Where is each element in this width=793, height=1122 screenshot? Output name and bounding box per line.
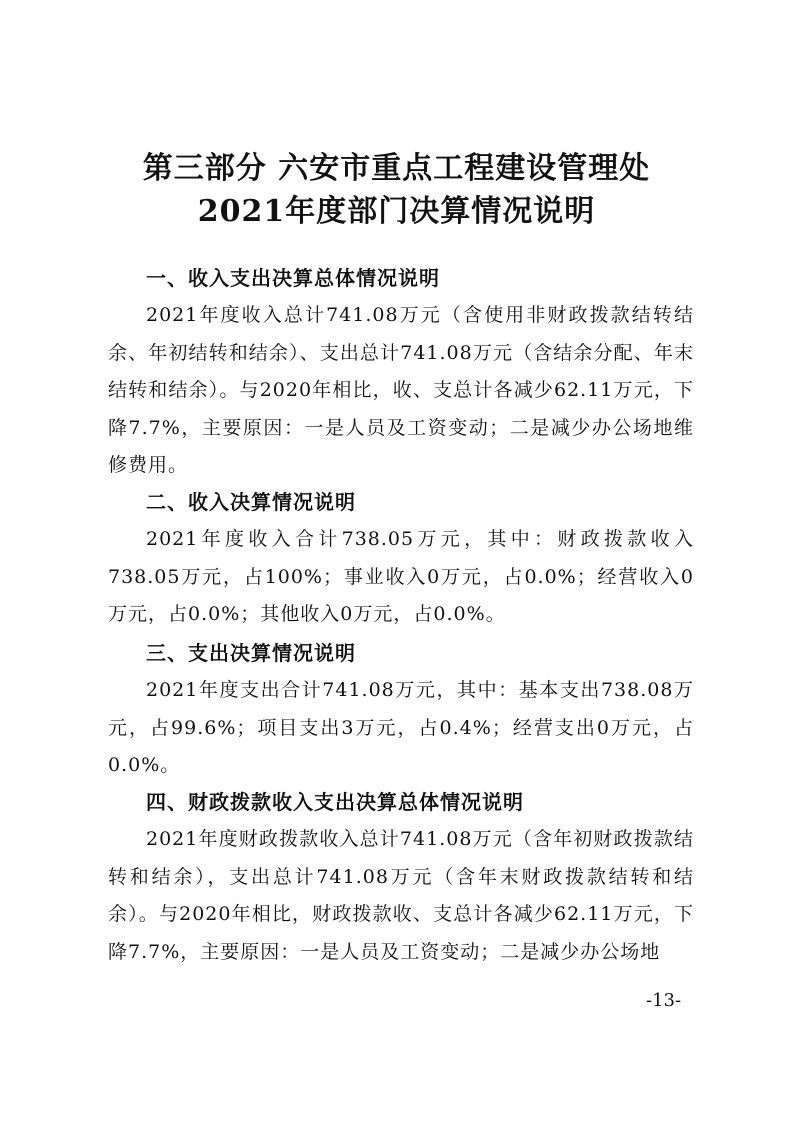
section-heading-4: 四、财政拨款收入支出决算总体情况说明	[146, 790, 524, 814]
section-body-1: 2021年度收入总计741.08万元（含使用非财政拨款结转结余、年初结转和结余）、支出总计741.08万元（含结余分配、年末结转和结余）。与2020年相比，收、支总计各减少62.11万元，下降7.7%，主要原因：一是人员及工资变动；二是减少办公场地维修费用。	[108, 304, 694, 476]
section-heading-1: 一、收入支出决算总体情况说明	[146, 266, 440, 290]
section-heading-3: 三、支出决算情况说明	[146, 641, 356, 665]
section-body-4: 2021年度财政拨款收入总计741.08万元（含年初财政拨款结转和结余），支出总计741.08万元（含年末财政拨款结转和结余）。与2020年相比，财政拨款收、支总计各减少62.11万元，下降7.7%，主要原因：一是人员及工资变动；二是减少办公场地	[108, 828, 694, 963]
document-title-line2: 2021年度部门决算情况说明	[197, 194, 596, 229]
document-title-line1: 第三部分 六安市重点工程建设管理处	[142, 151, 651, 186]
page-number: -13-	[646, 990, 682, 1011]
section-body-2: 2021年度收入合计738.05万元，其中：财政拨款收入738.05万元，占100%；事业收入0万元，占0.0%；经营收入0万元，占0.0%；其他收入0万元，占0.0%。	[108, 528, 694, 625]
section-body-3: 2021年度支出合计741.08万元，其中：基本支出738.08万元，占99.6%；项目支出3万元，占0.4%；经营支出0万元，占0.0%。	[108, 679, 694, 776]
section-heading-2: 二、收入决算情况说明	[146, 490, 356, 514]
